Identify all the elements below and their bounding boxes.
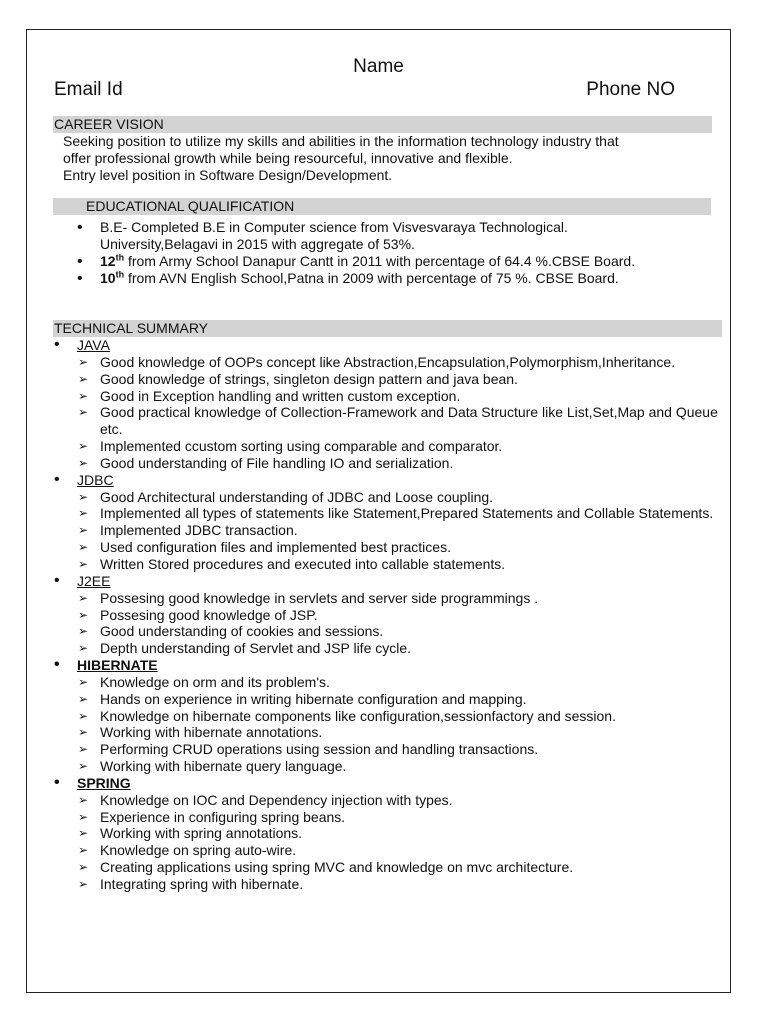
skill-item-text: Knowledge on hibernate components like configuration,sessionfactory and session.	[100, 707, 616, 724]
skill-group-title: • SPRING	[54, 775, 729, 792]
skill-item-text: Working with spring annotations.	[100, 825, 303, 842]
skill-item-text: Implemented JDBC transaction.	[100, 522, 298, 539]
arrow-bullet-icon: ➢	[78, 792, 89, 807]
skill-item	[54, 354, 729, 371]
skill-item	[54, 404, 729, 438]
career-line: Entry level position in Software Design/Development.	[63, 167, 393, 183]
skill-item	[54, 539, 729, 556]
skill-item	[54, 522, 729, 539]
skill-item-text: Implemented ccustom sorting using comparable and comparator.	[100, 438, 503, 455]
skill-group-title: • JDBC	[54, 472, 729, 489]
arrow-bullet-icon: ➢	[78, 354, 89, 369]
degree-text: - Completed B.E in Computer science from Visvesvaraya Technological.	[122, 219, 568, 235]
arrow-bullet-icon: ➢	[78, 691, 89, 706]
skill-item-text: Good knowledge of strings, singleton design pattern and java bean.	[100, 370, 518, 387]
arrow-bullet-icon: ➢	[78, 725, 89, 740]
skill-item-text: Creating applications using spring MVC and knowledge on mvc architecture.	[100, 859, 574, 876]
skill-item-text: Knowledge on orm and its problem's.	[100, 673, 330, 690]
arrow-bullet-icon: ➢	[78, 843, 89, 858]
skill-item	[54, 438, 729, 455]
arrow-bullet-icon: ➢	[78, 523, 89, 538]
skill-item	[54, 792, 729, 809]
arrow-bullet-icon: ➢	[78, 439, 89, 454]
arrow-bullet-icon: ➢	[78, 641, 89, 656]
education-list	[77, 219, 717, 287]
skill-item-text: Good Architectural understanding of JDBC and Loose coupling.	[100, 488, 494, 505]
skill-item	[54, 455, 729, 472]
skill-item	[54, 674, 729, 691]
skill-item	[54, 371, 729, 388]
candidate-name: Name	[353, 56, 404, 77]
grade-text: from AVN English School,Patna in 2009 with percentage of 75 %. CBSE Board.	[124, 270, 619, 286]
career-line: Seeking position to utilize my skills and abilities in the information technology industry that	[63, 133, 619, 149]
skill-item-text: Working with hibernate query language.	[100, 758, 347, 775]
skill-item-text: Good understanding of File handling IO and serialization.	[100, 454, 454, 471]
arrow-bullet-icon: ➢	[78, 590, 89, 605]
education-item	[77, 270, 717, 287]
skill-item	[54, 825, 729, 842]
skill-item-text: Depth understanding of Servlet and JSP life cycle.	[100, 640, 412, 657]
skill-item	[54, 876, 729, 893]
skill-item-text: Experience in configuring spring beans.	[100, 808, 346, 825]
skill-item	[54, 607, 729, 624]
skill-item	[54, 590, 729, 607]
arrow-bullet-icon: ➢	[78, 489, 89, 504]
arrow-bullet-icon: ➢	[78, 388, 89, 403]
skill-item	[54, 640, 729, 657]
skill-item-text: Possesing good knowledge of JSP.	[100, 606, 318, 623]
ordinal-suffix: th	[115, 252, 125, 263]
arrow-bullet-icon: ➢	[78, 607, 89, 622]
skill-item	[54, 489, 729, 506]
career-vision-text	[63, 133, 713, 184]
phone-field: Phone NO	[586, 79, 675, 100]
skill-item-text: Written Stored procedures and executed into callable statements.	[100, 555, 506, 572]
skill-group-title: • HIBERNATE	[54, 657, 729, 674]
arrow-bullet-icon: ➢	[78, 742, 89, 757]
skill-group-title: • J2EE	[54, 573, 729, 590]
education-item	[77, 219, 717, 253]
arrow-bullet-icon: ➢	[78, 877, 89, 891]
skill-item-text: Knowledge on spring auto-wire.	[100, 842, 297, 859]
skill-item-text: Working with hibernate annotations.	[100, 724, 323, 741]
arrow-bullet-icon: ➢	[78, 455, 89, 470]
skill-item-text: Hands on experience in writing hibernate configuration and mapping.	[100, 690, 527, 707]
arrow-bullet-icon: ➢	[78, 506, 89, 521]
skill-item	[54, 691, 729, 708]
degree-text-continued: University,Belagavi in 2015 with aggregate of 53%.	[100, 236, 415, 252]
skill-item-text: Used configuration files and implemented best practices.	[100, 539, 451, 556]
arrow-bullet-icon: ➢	[78, 624, 89, 639]
skill-item	[54, 842, 729, 859]
arrow-bullet-icon: ➢	[78, 826, 89, 841]
skill-item-text: Possesing good knowledge in servlets and server side programmings .	[100, 589, 539, 606]
skill-item	[54, 505, 729, 522]
education-heading: EDUCATIONAL QUALIFICATION	[53, 198, 711, 215]
skill-item	[54, 388, 729, 405]
grade-label: 12	[100, 253, 116, 269]
arrow-bullet-icon: ➢	[78, 708, 89, 723]
career-line: offer professional growth while being resourceful, innovative and flexible.	[63, 150, 513, 166]
skill-item	[54, 741, 729, 758]
skill-item-text: Good practical knowledge of Collection-Framework and Data Structure like List,Set,Map and Queue etc.	[100, 404, 718, 438]
education-item	[77, 253, 717, 270]
arrow-bullet-icon: ➢	[78, 674, 89, 689]
degree-label: B.E	[100, 219, 123, 235]
arrow-bullet-icon: ➢	[78, 405, 89, 420]
arrow-bullet-icon: ➢	[78, 556, 89, 571]
grade-text: from Army School Danapur Cantt in 2011 with percentage of 64.4 %.CBSE Board.	[124, 253, 636, 269]
arrow-bullet-icon: ➢	[78, 860, 89, 875]
arrow-bullet-icon: ➢	[78, 809, 89, 824]
technical-summary	[54, 337, 729, 893]
skill-item	[54, 758, 729, 775]
arrow-bullet-icon: ➢	[78, 540, 89, 555]
skill-item-text: Good in Exception handling and written custom exception.	[100, 387, 461, 404]
skill-item	[54, 859, 729, 876]
grade-label: 10	[100, 270, 116, 286]
skill-item-text: Integrating spring with hibernate.	[100, 876, 304, 892]
skill-item	[54, 724, 729, 741]
ordinal-suffix: th	[115, 269, 125, 280]
skill-item-text: Performing CRUD operations using session and handling transactions.	[100, 741, 539, 758]
arrow-bullet-icon: ➢	[78, 371, 89, 386]
email-field: Email Id	[54, 79, 123, 100]
career-vision-heading: CAREER VISION	[53, 116, 712, 133]
skill-group-title: • JAVA	[54, 337, 729, 354]
resume-page	[26, 29, 731, 993]
skill-item	[54, 556, 729, 573]
skill-item	[54, 623, 729, 640]
skill-item-text: Implemented all types of statements like Statement,Prepared Statements and Collable Statements.	[100, 505, 714, 522]
skill-item	[54, 708, 729, 725]
skill-item-text: Good understanding of cookies and sessions.	[100, 623, 384, 640]
technical-summary-heading: TECHNICAL SUMMARY	[53, 320, 722, 337]
skill-item-text: Good knowledge of OOPs concept like Abstraction,Encapsulation,Polymorphism,Inheritance.	[100, 353, 676, 370]
skill-item	[54, 809, 729, 826]
skill-item-text: Knowledge on IOC and Dependency injection with types.	[100, 791, 453, 808]
arrow-bullet-icon: ➢	[78, 759, 89, 774]
